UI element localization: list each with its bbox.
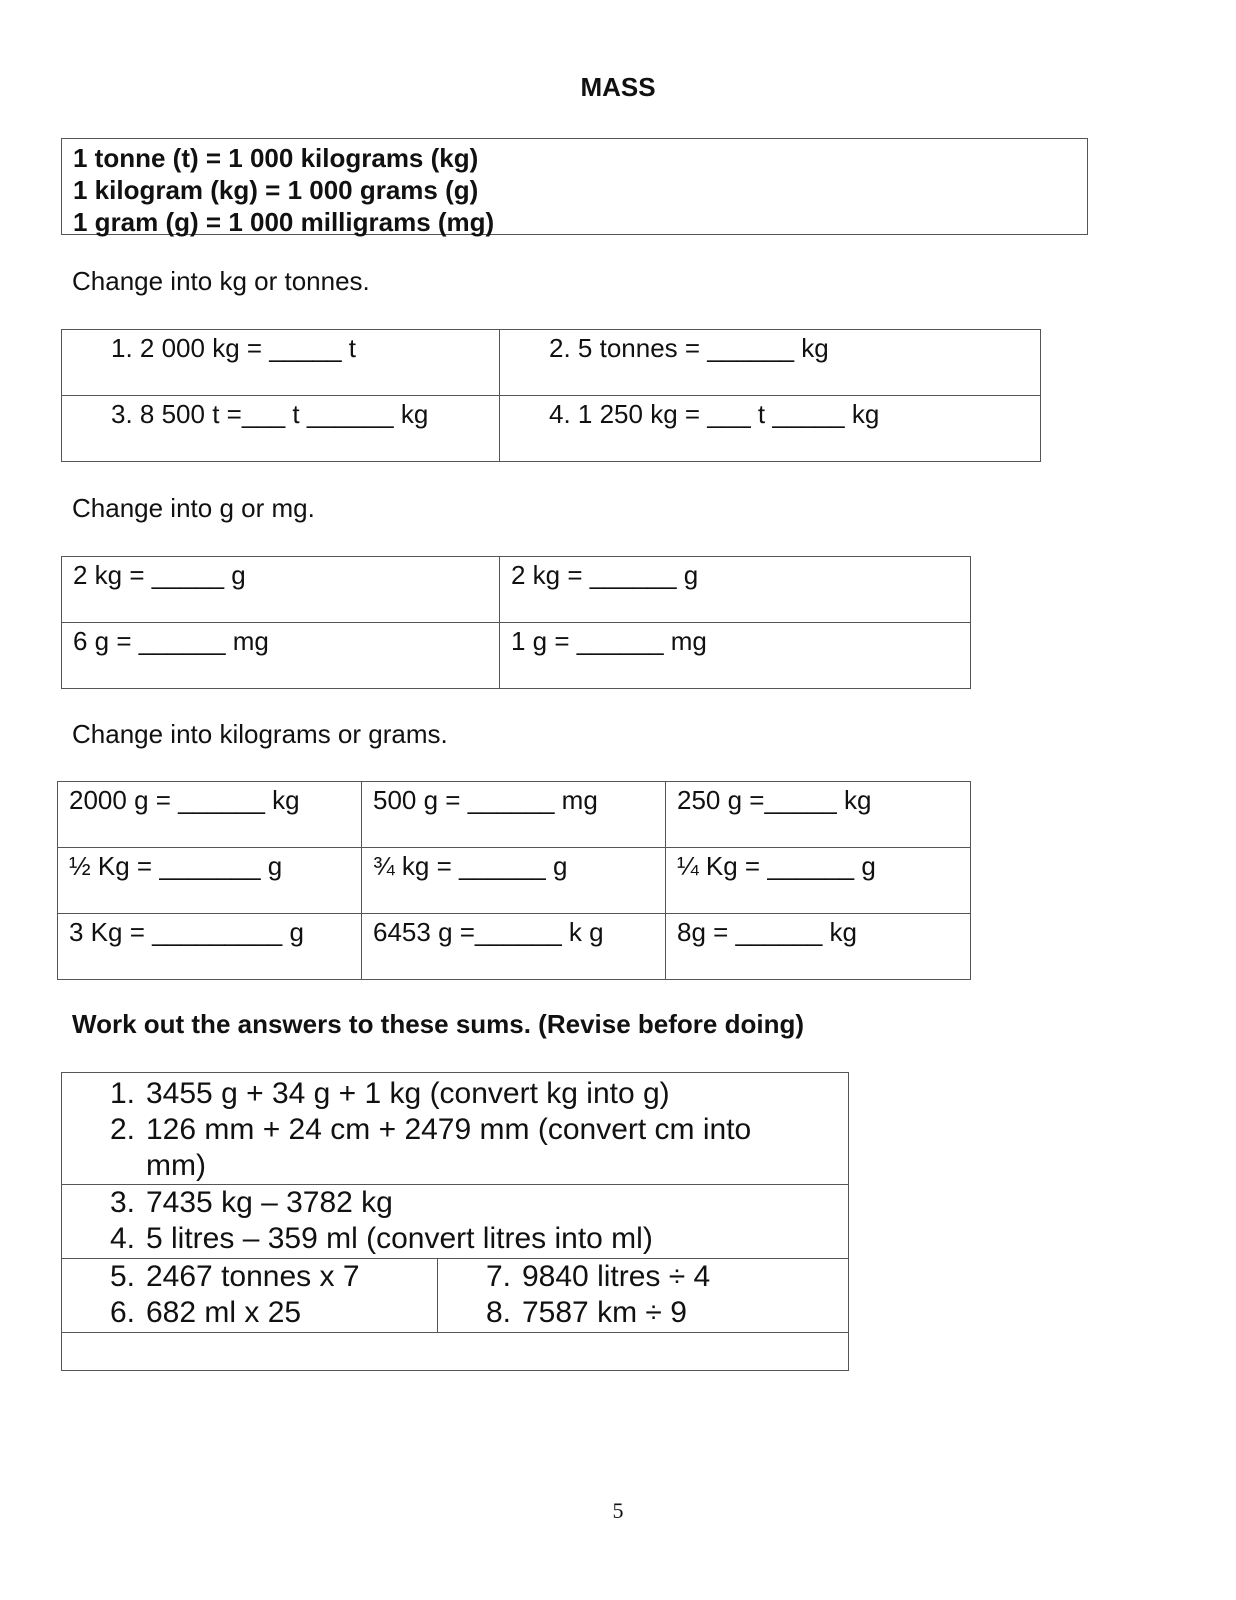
exercise-cell: 3 Kg = _________ g — [58, 914, 362, 980]
reference-line: 1 tonne (t) = 1 000 kilograms (kg) — [73, 143, 479, 173]
sums-cell — [62, 1185, 849, 1259]
section2-heading: Change into g or mg. — [72, 493, 315, 523]
list-item: 5. 2467 tonnes x 7 — [110, 1260, 360, 1293]
list-item: 1. 3455 g + 34 g + 1 kg (convert kg into g) — [110, 1077, 670, 1110]
exercise-cell: 3. 8 500 t =___ t ______ kg — [62, 396, 500, 462]
exercise-cell: 1. 2 000 kg = _____ t — [62, 330, 500, 396]
exercise-cell: 2. 5 tonnes = ______ kg — [500, 330, 1041, 396]
exercise-cell: 6 g = ______ mg — [62, 623, 500, 689]
list-item: 4. 5 litres – 359 ml (convert litres into ml) — [110, 1222, 653, 1255]
exercise-cell: ¼ Kg = ______ g — [666, 848, 971, 914]
list-item: 3. 7435 kg – 3782 kg — [110, 1186, 393, 1219]
exercise-cell: 2 kg = _____ g — [62, 557, 500, 623]
sums-cell — [62, 1259, 438, 1333]
section4-heading: Work out the answers to these sums. (Revise before doing) — [72, 1009, 804, 1039]
grams-conversion-table — [61, 556, 971, 689]
kilograms-conversion-table — [57, 781, 971, 980]
sums-table — [61, 1072, 849, 1371]
page-number: 5 — [612, 1498, 624, 1523]
reference-line: 1 gram (g) = 1 000 milligrams (mg) — [73, 207, 495, 237]
exercise-cell: ½ Kg = _______ g — [58, 848, 362, 914]
exercise-cell: 6453 g =______ k g — [362, 914, 666, 980]
exercise-cell: 250 g =_____ kg — [666, 782, 971, 848]
exercise-cell: 2000 g = ______ kg — [58, 782, 362, 848]
exercise-cell: 4. 1 250 kg = ___ t _____ kg — [500, 396, 1041, 462]
exercise-cell: ¾ kg = ______ g — [362, 848, 666, 914]
list-item: 6. 682 ml x 25 — [110, 1296, 302, 1329]
list-item: 8. 7587 km ÷ 9 — [486, 1296, 687, 1329]
empty-answer-row — [62, 1333, 849, 1371]
exercise-cell: 1 g = ______ mg — [500, 623, 971, 689]
page-title: MASS — [580, 72, 656, 102]
tonnes-conversion-table — [61, 329, 1041, 462]
section3-heading: Change into kilograms or grams. — [72, 719, 448, 749]
list-item: 2. 126 mm + 24 cm + 2479 mm (convert cm into — [110, 1113, 752, 1146]
exercise-cell: 2 kg = ______ g — [500, 557, 971, 623]
sums-cell — [438, 1259, 849, 1333]
sums-cell — [62, 1073, 849, 1185]
reference-line: 1 kilogram (kg) = 1 000 grams (g) — [73, 175, 479, 205]
list-item: 7. 9840 litres ÷ 4 — [486, 1260, 711, 1293]
exercise-cell: 500 g = ______ mg — [362, 782, 666, 848]
list-item-continuation: mm) — [146, 1149, 206, 1182]
section1-heading: Change into kg or tonnes. — [72, 266, 370, 296]
exercise-cell: 8g = ______ kg — [666, 914, 971, 980]
conversion-reference-box — [61, 138, 1088, 235]
